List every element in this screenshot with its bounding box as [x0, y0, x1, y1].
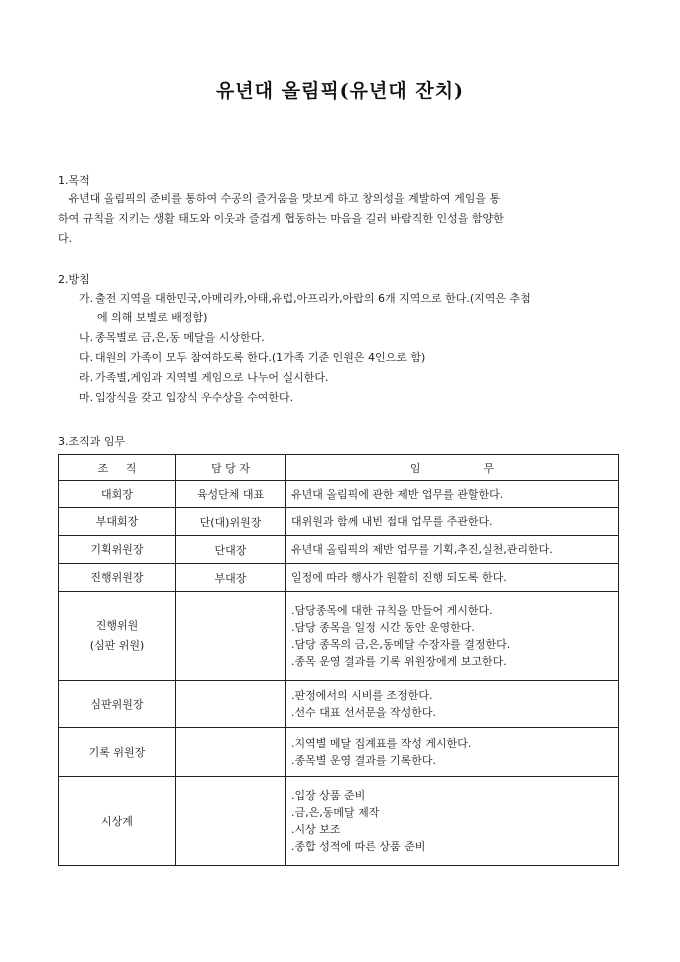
duty-line: .종합 성적에 따른 상품 준비 — [291, 840, 426, 853]
policy-item — [79, 328, 624, 347]
organization-table — [58, 454, 619, 866]
table-row — [59, 681, 619, 728]
duties-cell — [286, 681, 619, 728]
header-duties: 임 무 — [286, 455, 619, 481]
duties-cell — [286, 564, 619, 592]
person-cell: 단대장 — [176, 536, 286, 564]
org-name: 심판위원장 — [90, 697, 144, 711]
duties-cell — [286, 536, 619, 564]
policy-item-text: 종목별로 금,은,동 메달을 시상한다. — [95, 331, 265, 344]
policy-item — [79, 289, 624, 327]
policy-item-text: 대원의 가족이 모두 참여하도록 한다.(1가족 기준 인원은 4인으로 함) — [95, 351, 426, 364]
table-row — [59, 777, 619, 866]
table-row — [59, 592, 619, 681]
duty-line: .종목별 운영 결과를 기록한다. — [291, 754, 436, 767]
duty-line: .시상 보조 — [291, 823, 341, 836]
table-header-row — [59, 455, 619, 481]
org-cell — [59, 592, 176, 681]
policy-item-mark: 나. — [79, 331, 94, 344]
duties-cell — [286, 508, 619, 536]
duties-cell — [286, 777, 619, 866]
person-cell — [176, 777, 286, 866]
org-cell — [59, 681, 176, 728]
table-row — [59, 564, 619, 592]
policy-item-mark: 다. — [79, 351, 94, 364]
policy-item — [79, 348, 624, 367]
org-cell — [59, 564, 176, 592]
policy-item-text: 가족별,게임과 지역별 게임으로 나누어 실시한다. — [95, 371, 329, 384]
purpose-line: 하여 규칙을 지키는 생활 태도와 이웃과 즐겁게 협동하는 마음을 길러 바람직한 인성을 함양한 — [58, 212, 504, 225]
document-title: 유년대 올림픽(유년대 잔치) — [215, 80, 465, 102]
section-purpose-heading: 1.목적 — [58, 174, 90, 187]
duty-line: 일정에 따라 행사가 원활히 진행 되도록 한다. — [291, 571, 507, 584]
duty-line: .금,은,동메달 제작 — [291, 806, 380, 819]
policy-item-continuation: 에 의해 보별로 배정함) — [97, 311, 208, 324]
duty-line: .입장 상품 준비 — [291, 789, 366, 802]
org-name-sub: (심판 위원) — [89, 639, 145, 652]
person-cell — [176, 592, 286, 681]
policy-item-mark: 라. — [79, 371, 94, 384]
person-cell: 육성단체 대표 — [176, 481, 286, 508]
table-row — [59, 508, 619, 536]
person-cell — [176, 681, 286, 728]
org-cell — [59, 536, 176, 564]
table-row — [59, 481, 619, 508]
org-name: 부대회장 — [95, 515, 139, 528]
duty-line: .판정에서의 시비를 조정한다. — [291, 689, 433, 702]
org-name: 기획위원장 — [90, 543, 144, 556]
header-person-in-charge: 담 당 자 — [176, 455, 286, 481]
policy-item-mark: 가. — [79, 292, 94, 305]
org-name: 시상계 — [101, 814, 133, 828]
duty-line: 유년대 올림픽의 제반 업무를 기획,추진,실천,관리한다. — [291, 543, 553, 556]
person-cell: 부대장 — [176, 564, 286, 592]
policy-item-mark: 마. — [79, 391, 94, 404]
table-row — [59, 536, 619, 564]
policy-item — [79, 368, 624, 387]
policy-item-text: 입장식을 갖고 입장식 우수상을 수여한다. — [95, 391, 294, 404]
duties-cell — [286, 728, 619, 777]
table-row — [59, 728, 619, 777]
policy-item — [79, 388, 624, 407]
duty-line: .선수 대표 선서문을 작성한다. — [291, 706, 436, 719]
duty-line: 유년대 올림픽에 관한 제반 업무를 관할한다. — [291, 487, 504, 501]
org-cell — [59, 481, 176, 508]
org-name: 대회장 — [101, 487, 133, 501]
header-organization: 조 직 — [59, 455, 176, 481]
section-policy-heading: 2.방침 — [58, 273, 90, 286]
org-cell — [59, 777, 176, 866]
policy-item-text: 출전 지역을 대한민국,아메리카,아태,유럽,아프리카,아랍의 6개 지역으로 한다.(지역은 추첨 — [95, 292, 531, 305]
person-cell: 단(대)위원장 — [176, 508, 286, 536]
org-name: 진행위원장 — [90, 571, 144, 584]
purpose-line: 다. — [58, 232, 73, 245]
duty-line: .지역별 메달 집계표를 작성 게시한다. — [291, 737, 472, 750]
org-cell — [59, 508, 176, 536]
section-org-heading: 3.조직과 임무 — [58, 435, 126, 448]
duty-line: .담당종목에 대한 규칙을 만들어 게시한다. — [291, 604, 493, 617]
org-name: 진행위원 — [95, 619, 139, 632]
org-cell — [59, 728, 176, 777]
duty-line: 대위원과 함께 내빈 접대 업무를 주관한다. — [291, 515, 493, 528]
duties-cell — [286, 592, 619, 681]
duties-cell — [286, 481, 619, 508]
duty-line: .종목 운영 결과를 기록 위원장에게 보고한다. — [291, 655, 507, 668]
purpose-line: 유년대 올림픽의 준비를 통하여 수공의 즐거움을 맛보게 하고 창의성을 계발하여 게임을 통 — [58, 192, 501, 205]
section-purpose-text — [58, 189, 624, 249]
org-name: 기록 위원장 — [88, 745, 146, 759]
duty-line: .담당 종목을 일정 시간 동안 운영한다. — [291, 621, 475, 634]
person-cell — [176, 728, 286, 777]
duty-line: .담당 종목의 금,은,동메달 수장자를 결정한다. — [291, 638, 511, 651]
